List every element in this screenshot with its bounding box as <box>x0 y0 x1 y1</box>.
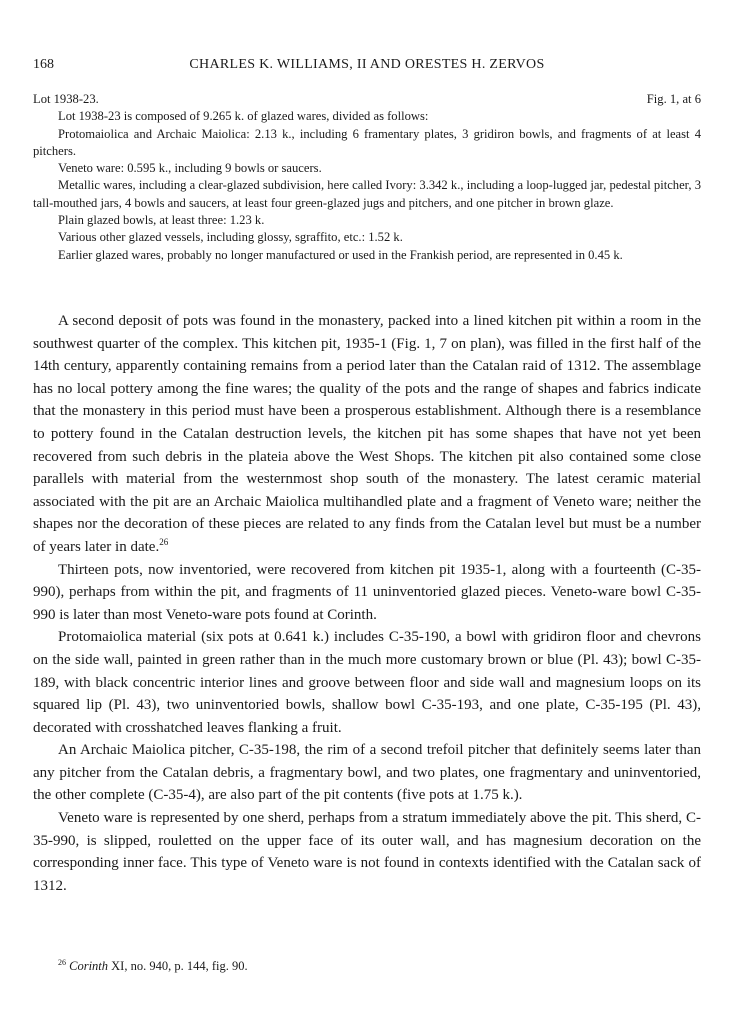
body-paragraph <box>33 310 701 559</box>
running-head-authors: CHARLES K. WILLIAMS, II AND ORESTES H. ZERVOS <box>189 57 545 72</box>
footnote-citation: XI, no. 940, p. 144, fig. 90. <box>108 959 248 973</box>
body-paragraph: An Archaic Maiolica pitcher, C-35-198, the rim of a second trefoil pitcher that definitely seems later than any pitcher from the Catalan debris, a fragmentary bowl, and two plates, one fragmentary and uninventoried, the other complete (C-35-4), are also part of the pit contents (five pots at 1.75 k.). <box>33 742 701 804</box>
running-head <box>33 55 701 75</box>
footnote <box>33 958 701 975</box>
lot-line: Plain glazed bowls, at least three: 1.23 k. <box>58 213 265 228</box>
lot-line: Lot 1938-23 is composed of 9.265 k. of glazed wares, divided as follows: <box>58 109 429 124</box>
lot-line: Earlier glazed wares, probably no longer manufactured or used in the Frankish period, are represented in 0.45 k. <box>58 247 623 262</box>
paragraph-text: A second deposit of pots was found in the monastery, packed into a lined kitchen pit within a room in the southwest quarter of the complex. This kitchen pit, 1935-1 (Fig. 1, 7 on plan), was filled in the first half of the 14th century, apparently containing remains from a period later than the Catalan raid of 1312. The assemblage has no local pottery among the fine wares; the quality of the pots and the range of shapes and fabrics indicate that the monastery in this period must have been a prosperous establishment. Although there is a resemblance to pottery found in the Catalan destruction levels, the kitchen pit has some shapes that have not yet been recovered from such debris in the plateia above the West Shops. The kitchen pit also contained some close parallels with material from the westernmost shop south of the monastery. The latest ceramic material associated with the pit are an Archaic Maiolica multihandled plate and a fragment of Veneto ware; neither the shapes nor the decoration of these pieces are related to any finds from the Catalan level but must be a number of years later in date. <box>33 313 701 555</box>
lot-line: Veneto ware: 0.595 k., including 9 bowls or saucers. <box>58 161 322 176</box>
lot-line: Various other glazed vessels, including glossy, sgraffito, etc.: 1.52 k. <box>58 230 403 245</box>
lot-heading-row <box>33 91 701 108</box>
footnote-title: Corinth <box>69 959 109 973</box>
footnote-marker[interactable]: 26 <box>159 536 169 547</box>
figure-reference: Fig. 1, at 6 <box>646 92 701 106</box>
footnote-text <box>33 958 701 975</box>
body-paragraph: Protomaiolica material (six pots at 0.641 k.) includes C-35-190, a bowl with gridiron floor and chevrons on the side wall, painted in green rather than in the much more customary brown or blue (Pl. 43); bowl C-35-189, with black concentric interior lines and groove between floor and side wall and magnesium loops on its squared lip (Pl. 43), two uninventoried bowls, shallow bowl C-35-193, and one plate, C-35-195 (Pl. 43), decorated with crosshatched leaves flanking a fruit. <box>33 629 701 736</box>
body-paragraph: Thirteen pots, now inventoried, were recovered from kitchen pit 1935-1, along with a fourteenth (C-35-990), perhaps from within the pit, and fragments of 11 uninventoried glazed pieces. Veneto-ware bowl C-35-990 is later than most Veneto-ware pots found at Corinth. <box>33 561 701 623</box>
footnote-number: 26 <box>58 958 66 967</box>
lot-heading: Lot 1938-23. <box>33 92 99 106</box>
body-text <box>33 310 701 897</box>
body-paragraph: Veneto ware is represented by one sherd, perhaps from a stratum immediately above the pit. This sherd, C-35-990, is slipped, rouletted on the upper face of its outer wall, and has magnesium decoration on the corresponding inner face. This type of Veneto ware is not found in contexts identified with the Catalan sack of 1312. <box>33 810 701 894</box>
lot-summary <box>33 91 701 264</box>
lot-line: Metallic wares, including a clear-glazed subdivision, here called Ivory: 3.342 k., including a loop-lugged jar, pedestal pitcher, 3 tall-mouthed jars, 4 bowls and saucers, at least four green-glazed jugs and pitchers, and one pitcher in brown glaze. <box>33 178 701 210</box>
page-number: 168 <box>33 57 54 72</box>
lot-line: Protomaiolica and Archaic Maiolica: 2.13 k., including 6 framentary plates, 3 gridiron bowls, and fragments of at least 4 pitchers. <box>33 126 701 158</box>
